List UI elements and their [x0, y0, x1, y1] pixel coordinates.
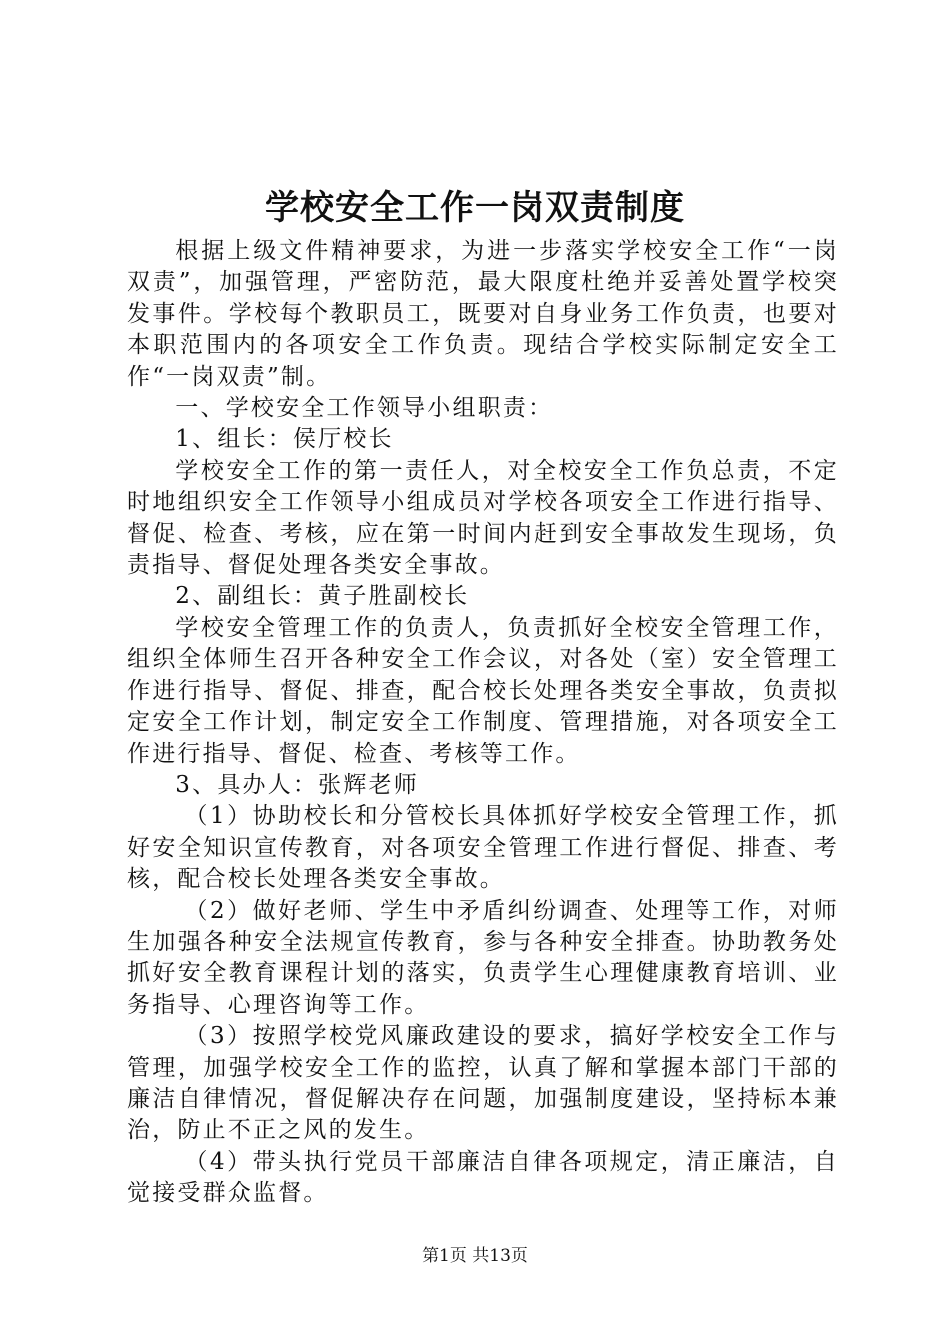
paragraph-handler-duty-3: （3）按照学校党风廉政建设的要求，搞好学校安全工作与管理，加强学校安全工作的监控，认真了解和掌握本部门干部的廉洁自律情况，督促解决存在问题，加强制度建设，坚持标本兼治，防止不正之风的发生。: [127, 1023, 839, 1144]
paragraph-handler-duty-1: （1）协助校长和分管校长具体抓好学校安全管理工作，抓好安全知识宣传教育，对各项安全管理工作进行督促、排查、考核，配合校长处理各类安全事故。: [127, 803, 839, 893]
paragraph-leader-duties: 学校安全工作的第一责任人，对全校安全工作负总责，不定时地组织安全工作领导小组成员对学校各项安全工作进行指导、督促、检查、考核，应在第一时间内赶到安全事故发生现场，负责指导、督促处理各类安全事故。: [127, 457, 839, 579]
item-handler-heading: 3、具办人：张辉老师: [175, 771, 419, 798]
document-title: 学校安全工作一岗双责制度: [265, 188, 685, 228]
item-deputy-heading: 2、副组长：黄子胜副校长: [175, 583, 470, 610]
paragraph-intro: 根据上级文件精神要求，为进一步落实学校安全工作“一岗双责”，加强管理，严密防范，最大限度杜绝并妥善处置学校突发事件。学校每个教职员工，既要对自身业务工作负责，也要对本职范围内的各项安全工作负责。现结合学校实际制定安全工作“一岗双责”制。: [127, 238, 839, 390]
document-body: [127, 236, 839, 1210]
paragraph-handler-duty-4: （4）带头执行党员干部廉洁自律各项规定，清正廉洁，自觉接受群众监督。: [127, 1148, 839, 1207]
page-footer: 第1页 共13页: [422, 1246, 528, 1266]
item-leader-heading: 1、组长：侯厅校长: [175, 426, 394, 453]
section-heading-leadership: 一、学校安全工作领导小组职责：: [175, 395, 554, 422]
paragraph-deputy-duties: 学校安全管理工作的负责人，负责抓好全校安全管理工作，组织全体师生召开各种安全工作会议，对各处（室）安全管理工作进行指导、督促、排查，配合校长处理各类安全事故，负责拟定安全工作计划，制定安全工作制度、管理措施，对各项安全工作进行指导、督促、检查、考核等工作。: [127, 614, 839, 767]
paragraph-handler-duty-2: （2）做好老师、学生中矛盾纠纷调查、处理等工作，对师生加强各种安全法规宣传教育，参与各种安全排查。协助教务处抓好安全教育课程计划的落实，负责学生心理健康教育培训、业务指导、心理咨询等工作。: [127, 897, 839, 1018]
